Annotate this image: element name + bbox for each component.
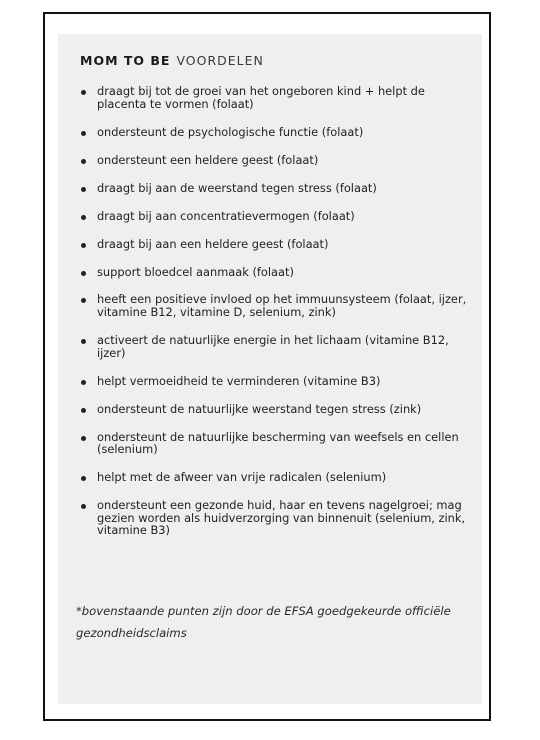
section-title [80,53,264,68]
list-item-text: ondersteunt de natuurlijke bescherming van weefsels en cellen (selenium) [97,429,459,457]
title-light: VOORDELEN [176,53,264,68]
bullet-icon [81,243,86,248]
bullet-icon [81,476,86,481]
list-item [80,266,475,279]
list-item [80,293,475,318]
bullet-icon [81,436,86,441]
bullet-icon [81,339,86,344]
title-bold: MOM TO BE [80,53,171,68]
list-item-text: draagt bij aan een heldere geest (folaat) [97,236,329,251]
list-item [80,126,475,139]
list-item-text: activeert de natuurlijke energie in het lichaam (vitamine B12, ijzer) [97,333,449,360]
bullet-icon [81,215,86,220]
footnote: *bovenstaande punten zijn door de EFSA goedgekeurde officiële gezondheidsclaims [76,604,451,640]
list-item-text: heeft een positieve invloed op het immuunsysteem (folaat, ijzer, vitamine B12, vitamine D, selenium, zink) [97,292,467,320]
bullet-icon [81,187,86,192]
list-item-text: draagt bij tot de groei van het ongeboren kind + helpt de placenta te vormen (folaat) [97,84,425,111]
card-frame [43,12,491,721]
bullet-icon [81,131,86,136]
list-item-text: ondersteunt de natuurlijke weerstand tegen stress (zink) [97,401,422,416]
list-item-text: draagt bij aan de weerstand tegen stress (folaat) [97,180,377,195]
list-item [80,85,475,110]
list-item [80,154,475,167]
bullet-icon [81,159,86,164]
list-item [80,334,475,359]
list-item-text: ondersteunt de psychologische functie (folaat) [97,124,364,139]
bullet-icon [81,271,86,276]
bullet-icon [81,408,86,413]
list-item [80,238,475,251]
list-item [80,182,475,195]
list-item [80,431,475,456]
list-item-text: ondersteunt een heldere geest (folaat) [97,152,319,167]
list-item [80,499,475,537]
bullet-icon [81,504,86,509]
list-item [80,375,475,388]
bullet-icon [81,90,86,95]
list-item-text: draagt bij aan concentratievermogen (folaat) [97,208,355,223]
benefits-list [80,85,475,552]
list-item [80,471,475,484]
bullet-icon [81,380,86,385]
list-item [80,210,475,223]
list-item-text: helpt vermoeidheid te verminderen (vitamine B3) [97,373,381,388]
bullet-icon [81,298,86,303]
content-panel [58,34,482,704]
list-item-text: support bloedcel aanmaak (folaat) [97,264,294,279]
list-item [80,403,475,416]
list-item-text: ondersteunt een gezonde huid, haar en tevens nagelgroei; mag gezien worden als huidverzorging van binnenuit (selenium, zink, vitamine B3) [97,498,466,538]
list-item-text: helpt met de afweer van vrije radicalen (selenium) [97,470,387,485]
